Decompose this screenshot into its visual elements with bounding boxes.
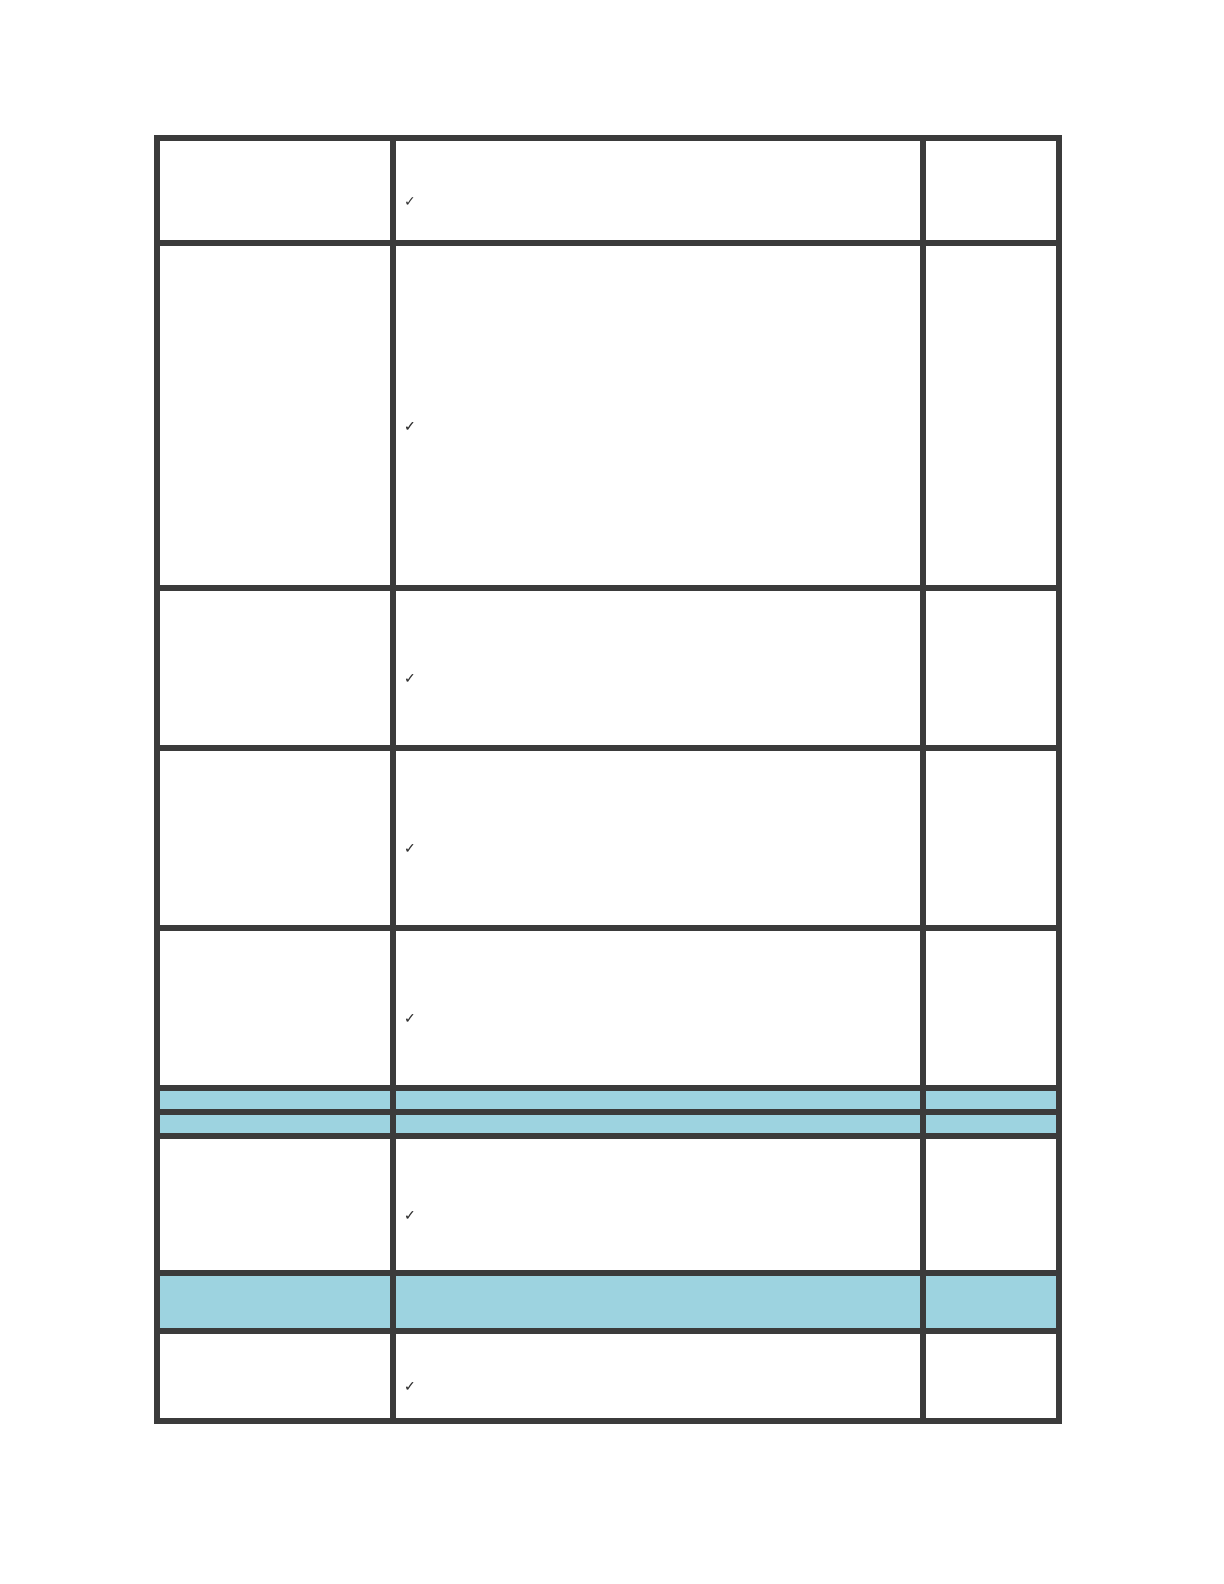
section-row <box>157 1088 1059 1112</box>
syllabus-table <box>154 135 1062 1424</box>
topic-cell <box>157 243 393 588</box>
topic-cell <box>157 588 393 748</box>
content-cell <box>393 1136 923 1273</box>
date-cell <box>923 1136 1059 1273</box>
topic-cell <box>157 928 393 1088</box>
content-cell <box>393 588 923 748</box>
content-cell <box>393 1331 923 1421</box>
section-content-cell <box>393 1088 923 1112</box>
topic-row <box>157 588 1059 748</box>
content-cell <box>393 748 923 928</box>
topic-row <box>157 138 1059 243</box>
section-row <box>157 1112 1059 1136</box>
topic-cell <box>157 748 393 928</box>
section-date-cell <box>923 1088 1059 1112</box>
content-cell <box>393 243 923 588</box>
topic-cell <box>157 1331 393 1421</box>
date-cell <box>923 748 1059 928</box>
content-cell <box>393 928 923 1088</box>
topic-row <box>157 928 1059 1088</box>
section-date-cell <box>923 1112 1059 1136</box>
section-date-cell <box>923 1273 1059 1331</box>
topic-row <box>157 1331 1059 1421</box>
date-cell <box>923 243 1059 588</box>
date-cell <box>923 1331 1059 1421</box>
date-cell <box>923 928 1059 1088</box>
section-topic-cell <box>157 1273 393 1331</box>
date-cell <box>923 138 1059 243</box>
table-body <box>157 138 1059 1421</box>
section-content-cell <box>393 1112 923 1136</box>
topic-row <box>157 1136 1059 1273</box>
content-cell <box>393 138 923 243</box>
topic-row <box>157 243 1059 588</box>
section-topic-cell <box>157 1112 393 1136</box>
date-cell <box>923 588 1059 748</box>
section-row <box>157 1273 1059 1331</box>
topic-cell <box>157 138 393 243</box>
topic-row <box>157 748 1059 928</box>
section-content-cell <box>393 1273 923 1331</box>
topic-cell <box>157 1136 393 1273</box>
section-topic-cell <box>157 1088 393 1112</box>
